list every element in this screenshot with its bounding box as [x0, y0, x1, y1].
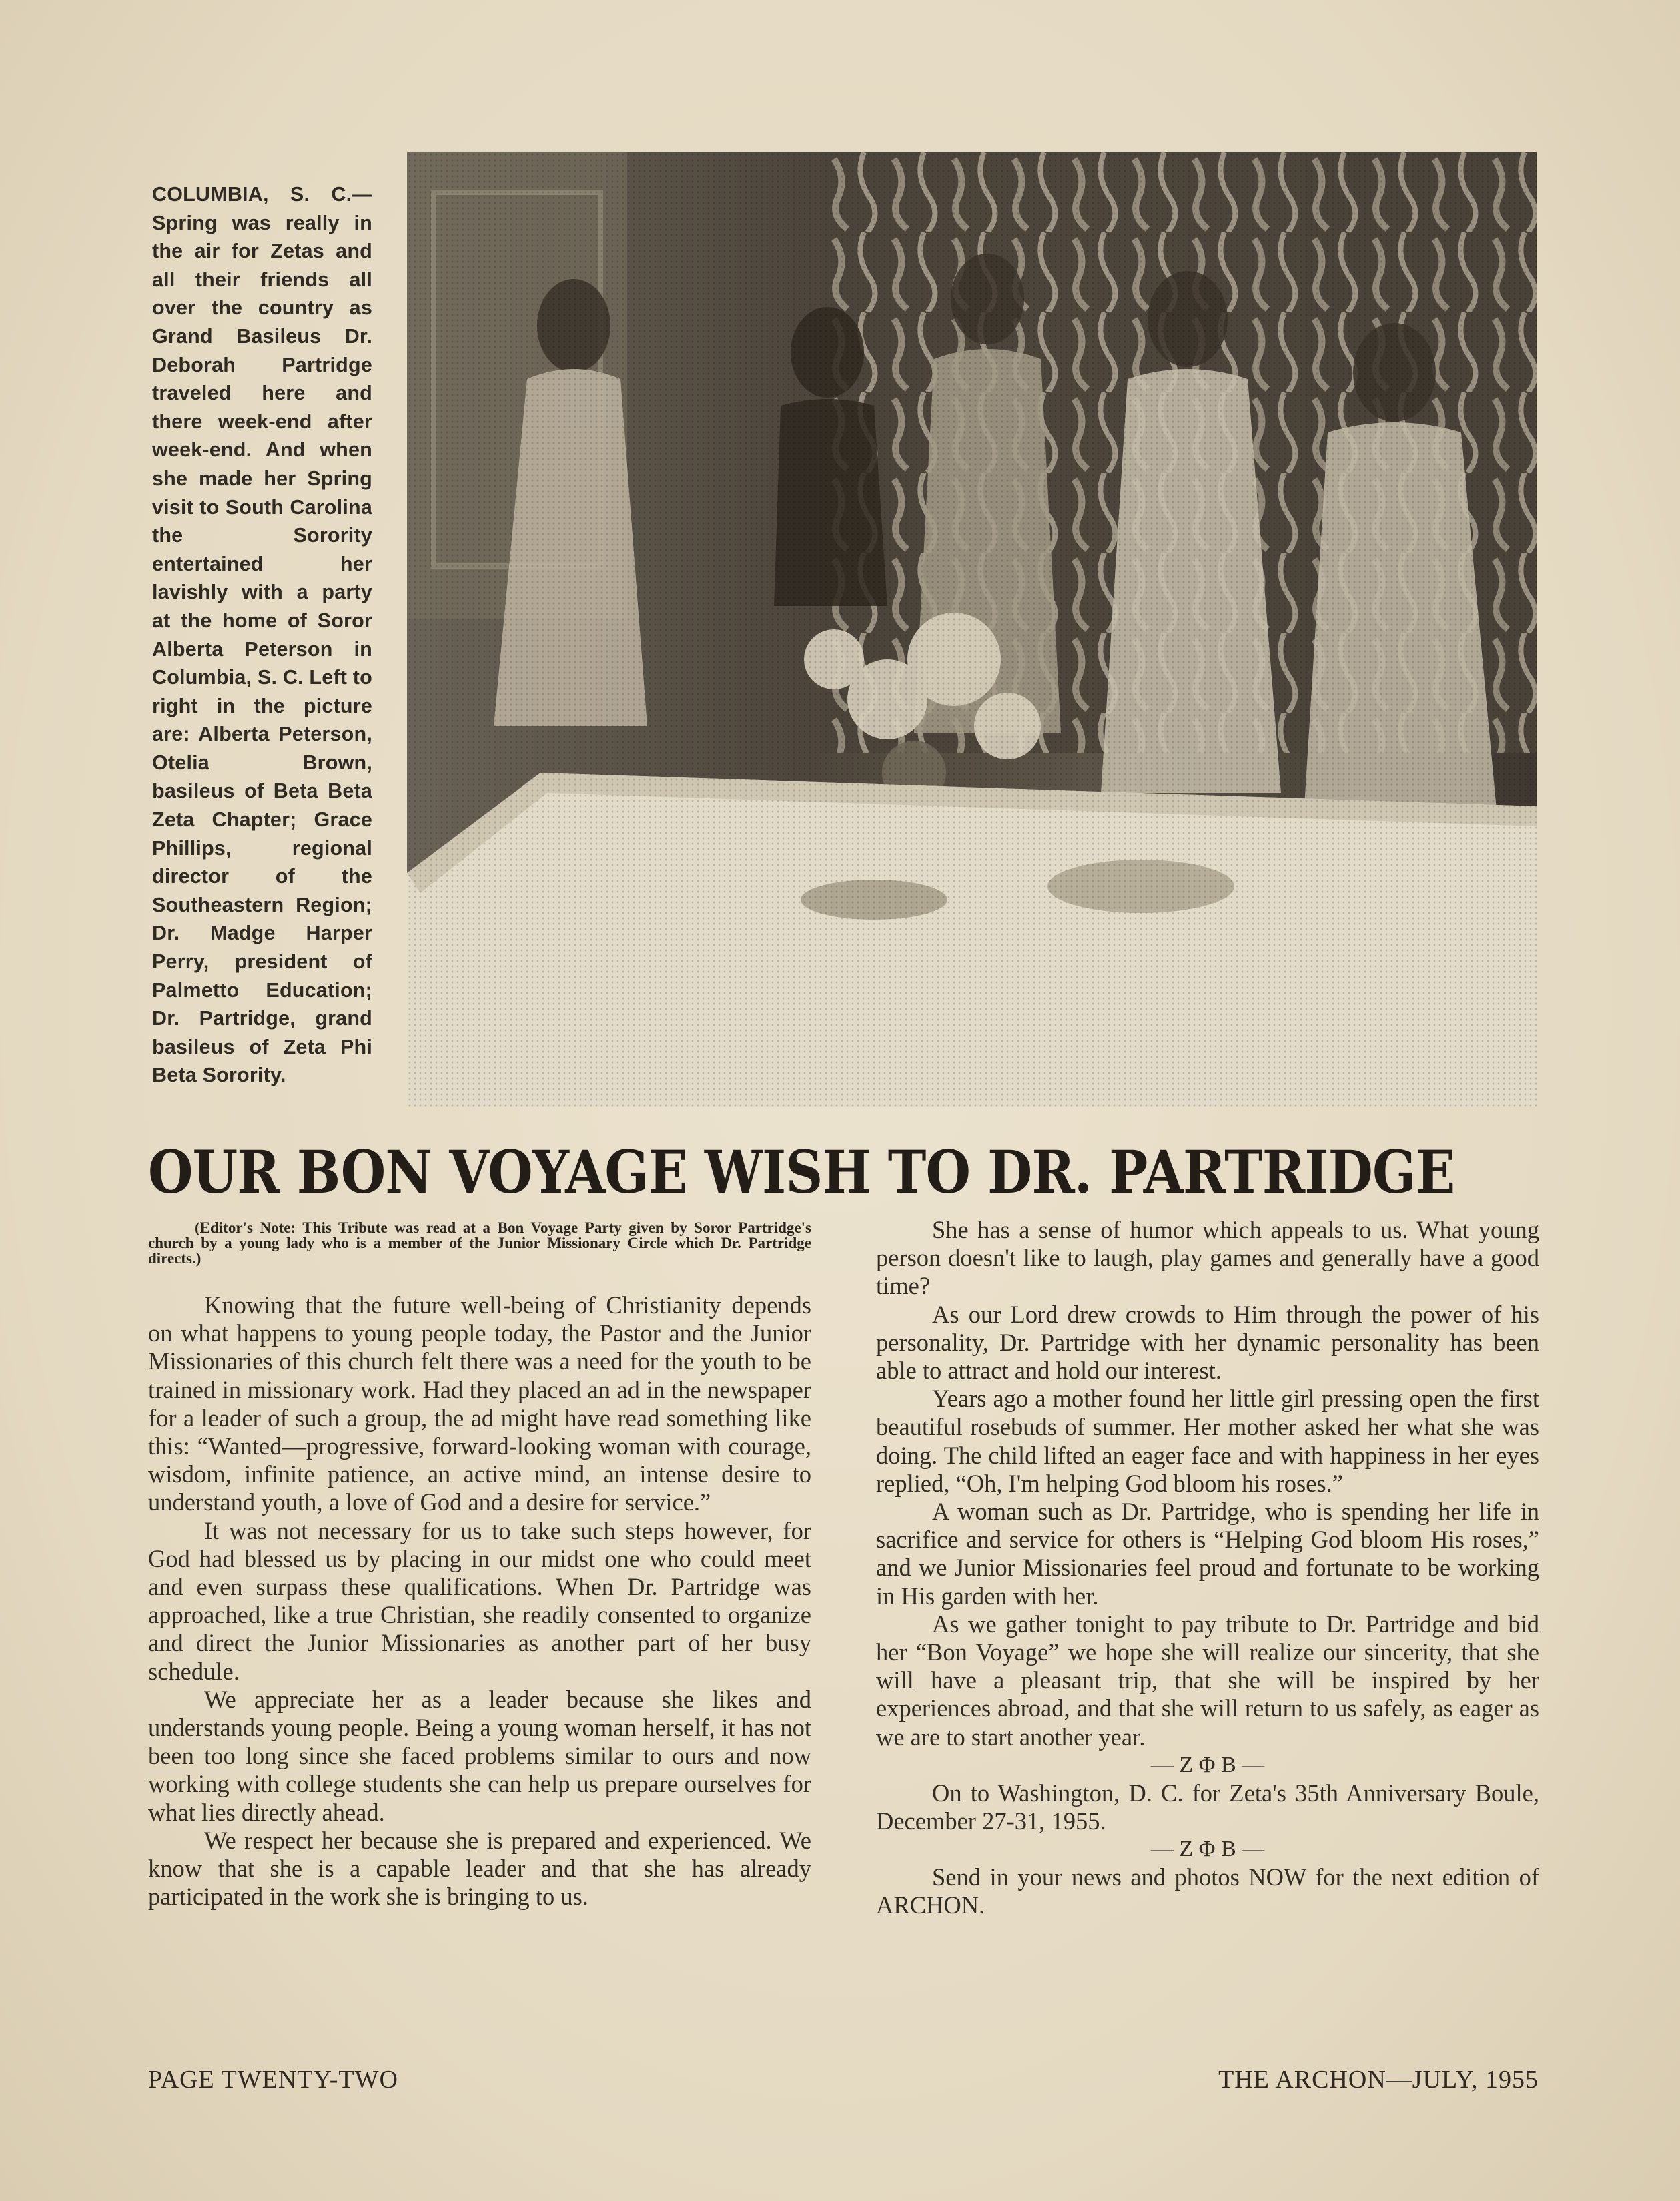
party-photograph [407, 152, 1537, 1107]
body-paragraph: As we gather tonight to pay tribute to Dr. Partridge and bid her “Bon Voyage” we hope she will realize our sincerity, that she will have a pleasant trip, that she will be inspired by her experiences abroad, and that she will return to us safely, as eager as we are to start another year. [876, 1610, 1539, 1751]
page-number: PAGE TWENTY-TWO [148, 2066, 398, 2094]
editor-note: (Editor's Note: This Tribute was read at a Bon Voyage Party given by Soror Partridge's church by a young lady who is a member of the Junior Missionary Circle which Dr. Partridge directs.) [148, 1219, 811, 1267]
body-paragraph: A woman such as Dr. Partridge, who is spending her life in sacrifice and service for others is “Helping God bloom His roses,” and we Junior Missionaries feel proud and fortunate to be working in His garden with her. [876, 1498, 1539, 1610]
left-column [148, 1216, 811, 1911]
body-paragraph: As our Lord drew crowds to Him through the power of his personality, Dr. Partridge with her dynamic personality has been able to attract and hold our interest. [876, 1300, 1539, 1385]
body-paragraph: We respect her because she is prepared and experienced. We know that she is a capable leader and that she has already participated in the work she is bringing to us. [148, 1826, 811, 1911]
zeta-separator: — Z Φ B — [1150, 1837, 1265, 1862]
anniversary-announcement: On to Washington, D. C. for Zeta's 35th Anniversary Boule, December 27-31, 1955. [876, 1779, 1539, 1835]
right-column [876, 1216, 1539, 1920]
publication-date: THE ARCHON—JULY, 1955 [1218, 2066, 1539, 2094]
body-paragraph: It was not necessary for us to take such steps however, for God had blessed us by placing in our midst one who could meet and even surpass these qualifications. When Dr. Partridge was approached, like a true Christian, she readily consented to organize and direct the Junior Missionaries as another part of her busy schedule. [148, 1516, 811, 1685]
body-paragraph: She has a sense of humor which appeals to us. What young person doesn't like to laugh, play games and generally have a good time? [876, 1216, 1539, 1300]
body-paragraph: We appreciate her as a leader because she likes and understands young people. Being a young woman herself, it has not been too long since she faced problems similar to ours and now working with college students she can help us prepare ourselves for what lies directly ahead. [148, 1685, 811, 1826]
body-paragraph: Years ago a mother found her little girl pressing open the first beautiful rosebuds of summer. Her mother asked her what she was doing. The child lifted an eager face and with happiness in her eyes replied, “Oh, I'm helping God bloom his roses.” [876, 1385, 1539, 1497]
photo-illustration [407, 152, 1537, 1107]
zeta-separator: — Z Φ B — [1150, 1752, 1265, 1777]
news-announcement: Send in your news and photos NOW for the next edition of ARCHON. [876, 1863, 1539, 1919]
body-paragraph: Knowing that the future well-being of Christianity depends on what happens to young people today, the Pastor and the Junior Missionaries of this church felt there was a need for the youth to be trained in missionary work. Had they placed an ad in the newspaper for a leader of such a group, the ad might have read something like this: “Wanted—progressive, forward-looking woman with courage, wisdom, infinite patience, an active mind, an intense desire to understand youth, a love of God and a desire for service.” [148, 1291, 811, 1516]
article-headline: OUR BON VOYAGE WISH TO DR. PARTRIDGE [148, 1137, 1455, 1207]
photo-caption: COLUMBIA, S. C.— Spring was really in the air for Zetas and all their friends all over the country as Grand Basileus Dr. Deborah Partridge traveled here and there week-end after week-end. And when she made her Spring visit to South Carolina the Sorority entertained her lavishly with a party at the home of Soror Alberta Peterson in Columbia, S. C. Left to right in the picture are: Alberta Peterson, Otelia Brown, basileus of Beta Beta Zeta Chapter; Grace Phillips, regional director of the Southeastern Region; Dr. Madge Harper Perry, president of Palmetto Education; Dr. Partridge, grand basileus of Zeta Phi Beta Sorority. [152, 183, 372, 1087]
